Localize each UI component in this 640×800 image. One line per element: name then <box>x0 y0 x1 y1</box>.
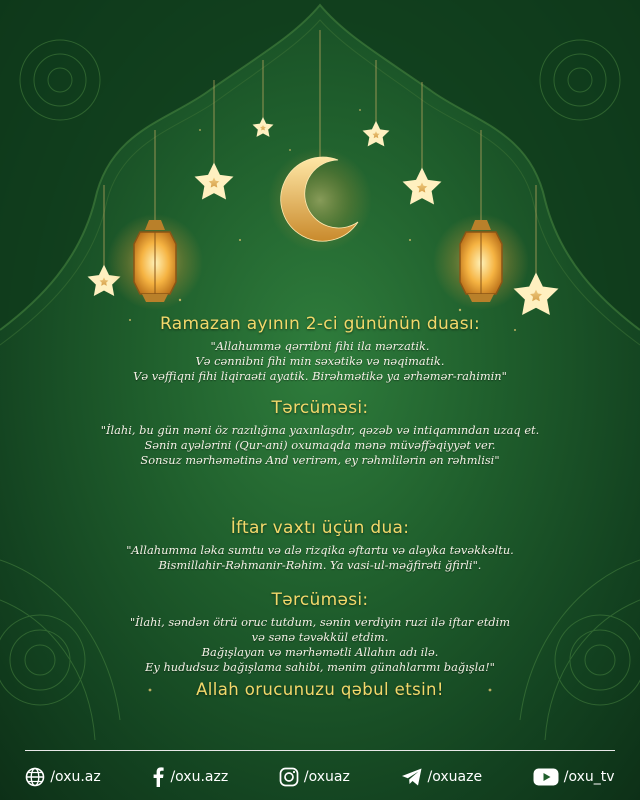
ramazan-dua-text <box>0 339 640 384</box>
instagram-icon <box>279 767 299 787</box>
ramazan-dua-line: Və cənnibni fihi min səxətikə və nəqimatik. <box>195 354 445 368</box>
footer-divider <box>25 750 615 751</box>
website-label: /oxu.az <box>50 769 101 785</box>
translation-1-line: Sənin ayələrini (Qur-ani) oxumaqda mənə müvəffəqiyyət ver. <box>144 438 496 452</box>
telegram-label: /oxuaze <box>427 769 483 785</box>
youtube-label: /oxu_tv <box>563 769 615 785</box>
translation-2-line: Ey hududsuz bağışlama sahibi, mənim günahlarımı bağışla!" <box>145 660 495 674</box>
translation-1-line: "İlahi, bu gün məni öz razılığına yaxınlaşdır, qəzəb və intiqamından uzaq et. <box>100 423 540 437</box>
youtube-link[interactable] <box>533 768 615 786</box>
translation-2-heading: Tərcüməsi: <box>271 590 369 610</box>
iftar-dua-line: "Allahumma ləka sumtu və alə rizqika əftartu və aləyka təvəkkəltu. <box>126 543 514 557</box>
translation-2-line: "İlahi, səndən ötrü oruc tutdum, sənin verdiyin ruzi ilə iftar etdim <box>129 615 511 629</box>
iftar-dua-text <box>0 543 640 573</box>
ramazan-dua-heading: Ramazan ayının 2-ci gününün duası: <box>160 314 480 334</box>
translation-1-line: Sonsuz mərhəmətinə And verirəm, ey rəhmlilərin ən rəhmlisi" <box>140 453 500 467</box>
telegram-icon <box>401 767 423 787</box>
facebook-label: /oxu.azz <box>170 769 229 785</box>
closing-message: Allah orucunuzu qəbul etsin! <box>196 680 444 699</box>
facebook-link[interactable] <box>151 767 228 787</box>
facebook-icon <box>151 767 165 787</box>
ramazan-dua-line: Və vəffiqni fihi liqiraəti ayatik. Birəhmətikə ya ərhəmər-rahimin" <box>133 369 507 383</box>
translation-1-heading: Tərcüməsi: <box>271 398 369 418</box>
youtube-icon <box>533 768 559 786</box>
iftar-dua-heading: İftar vaxtı üçün dua: <box>230 518 410 538</box>
translation-2-text <box>0 615 640 675</box>
translation-1-text <box>0 423 640 468</box>
instagram-link[interactable] <box>279 767 350 787</box>
social-footer <box>0 760 640 794</box>
ramazan-dua-line: "Allahummə qərribni fihi ila mərzatik. <box>210 339 430 353</box>
telegram-link[interactable] <box>401 767 483 787</box>
iftar-dua-line: Bismillahir-Rəhmanir-Rəhim. Ya vasi-ul-məğfirəti ğfirli". <box>158 558 482 572</box>
translation-2-line: Bağışlayan və mərhəmətli Allahın adı ilə. <box>201 645 439 659</box>
globe-icon <box>25 767 45 787</box>
website-link[interactable] <box>25 767 100 787</box>
translation-2-line: və sənə təvəkkül etdim. <box>251 630 389 644</box>
instagram-label: /oxuaz <box>303 769 350 785</box>
